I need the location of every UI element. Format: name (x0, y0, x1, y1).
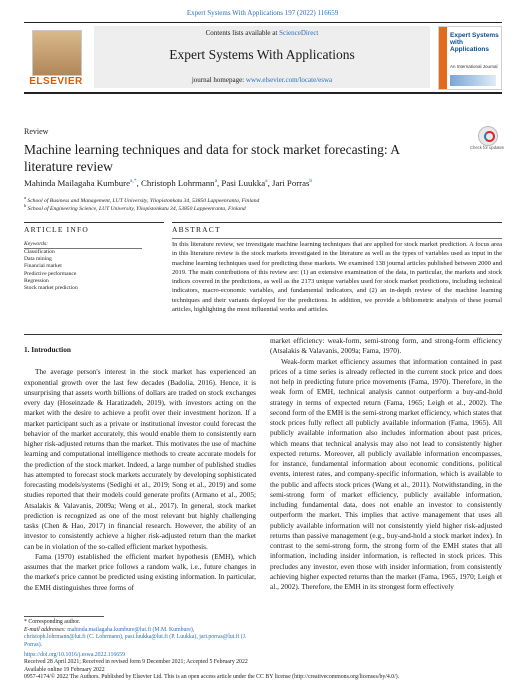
article-info-rule (24, 222, 164, 223)
author-name[interactable]: Mahinda Mailagaha Kumbure (24, 178, 131, 188)
check-for-updates-label: Check for updates (470, 145, 504, 150)
affiliation (24, 203, 494, 212)
keyword: Regression (24, 277, 49, 284)
front-matter-bottom-rule (24, 334, 502, 335)
body-left-column (24, 345, 256, 593)
article-type: Review (24, 127, 49, 136)
keyword: Data mining (24, 256, 52, 263)
cover-accent-bar (439, 27, 447, 89)
body-paragraph: market efficiency: weak-form, semi-strong form, and strong-form efficiency (Atsalakis & Valavanis, 2009a; Fama, 1970). (270, 336, 502, 356)
affiliation-mark: a (24, 195, 26, 200)
emails-label: E-mail addresses: (24, 626, 68, 633)
homepage-prefix: journal homepage: (191, 76, 246, 84)
abstract-rule (172, 222, 502, 223)
body-paragraph: Weak-form market efficiency assumes that information contained in past prices of a time series is already reflected in the current stock price and does not help in predicting future price movements (Fama, 1970). Therefore, in the weak form of EMH, technical analysis cannot outperform a buy-and-hold strategy in terms of expected return (Fama, 1965; Leigh et al., 2002). The second form of the EMH is the semi-strong market efficiency, which states that stock prices fully reflect all publicly available information (Fama, 1965). All publicly available information also includes information about past prices, which means that technical analysis may also not lead to consistently higher expected returns. Moreover, all publicly available information encompasses, for instance, fundamental information about economic conditions, political events, interest rates, and company-specific information, which is available to the public and affects stock prices (Wang et al., 2011). Notwithstanding, in the semi-strong form of market efficiency, publicly available information, including fundamental data, does not enable an investor to consistently outperform the market. This implies that active management that uses all publicly available information will not consistently yield higher risk-adjusted returns than passive management (e.g., buy-and-hold a stock market index). In contrast to the semi-strong form, the strong form of the EMH states that all information, including insider information, is reflected in stock prices. This precludes any investor, even those with insider information, from consistently achieving higher expected returns than the market (Fama, 1965, 1970; Leigh et al., 2002). Therefore, the EMH in its strongest form effectively (270, 356, 502, 591)
author-marks[interactable]: b (309, 178, 313, 185)
contents-line (94, 29, 430, 37)
homepage-link[interactable]: www.elsevier.com/locate/eswa (245, 76, 333, 84)
author-marks[interactable]: a (265, 178, 268, 185)
check-for-updates-badge[interactable] (470, 126, 504, 158)
cover-image (450, 75, 496, 86)
keyword: Predictive performance (24, 270, 77, 277)
keyword: Stock market prediction (24, 285, 78, 292)
available-online: Available online 19 February 2022 (24, 666, 105, 673)
journal-cover-thumbnail[interactable] (438, 26, 502, 90)
affiliation-mark: b (24, 203, 27, 208)
contents-prefix: Contents lists available at (205, 29, 280, 37)
corresponding-author-note: * Corresponding author. (24, 619, 81, 625)
footnotes (24, 619, 256, 649)
author-marks[interactable]: a,* (130, 178, 137, 185)
email-addresses[interactable]: mahinda.mailagaha.kumbure@lut.fi (M.M. Kumbure), christoph.lohrmann@lut.fi (C. Lohrmann), pasi.luukka@lut.fi (P. Luukka), jari.porras@lut.fi (J. Porras). (24, 626, 247, 648)
journal-citation[interactable]: Expert Systems With Applications 197 (2022) 116659 (186, 9, 339, 17)
publisher-name: ELSEVIER (29, 76, 83, 87)
check-for-updates-icon (478, 126, 498, 146)
masthead-bottom-rule (24, 92, 502, 94)
article-meta (24, 652, 502, 681)
journal-title: Expert Systems With Applications (169, 47, 355, 62)
homepage-line (94, 76, 430, 84)
cover-subtitle: An International Journal (450, 64, 498, 69)
elsevier-tree-icon (32, 30, 82, 76)
affiliation-text: School of Business and Management, LUT University, Yliopistonkatu 34, 53850 Lappeenranta, Finland (27, 197, 260, 204)
abstract-text: In this literature review, we investigate machine learning techniques that are applied for stock market prediction. A focus area in this literature review is the stock markets investigated in the literature as well as the types of variables used as input in the machine learning techniques used for predicting these markets. We examined 138 journal articles published between 2000 and 2019. The main contributions of this review are: (1) an extensive examination of the data, in particular, the markets and stock indices covered in the predictions, as well as the 2173 unique variables used for stock market predictions, including technical indicators, macro-economic variables, and fundamental indicators, and (2) an in-depth review of the machine learning techniques and their variants deployed for the predictions. In addition, we provide a bibliometric analysis of these journal articles, highlighting the most influential works and articles. (172, 241, 502, 314)
cover-title: Expert Systems with Applications (450, 32, 499, 53)
keyword-list (24, 249, 164, 292)
author-list: Mahinda Mailagaha Kumbure$^{a,*}$, Christoph Lohrmann$^a$, Pasi Luukka$^a$, Jari Porras$^b$ (24, 178, 313, 188)
email-footnote (24, 627, 256, 650)
abstract-heading: ABSTRACT (172, 225, 221, 234)
sciencedirect-link[interactable]: ScienceDirect (279, 29, 319, 37)
doi-link[interactable]: https://doi.org/10.1016/j.eswa.2022.116659 (24, 652, 125, 658)
body-paragraph: Fama (1970) established the efficient market hypothesis (EMH), which assumes that the market price follows a random walk, i.e., future changes in the market's price cannot be predicted using existing information. In particular, the EMH distinguishes three forms of (24, 551, 256, 592)
abstract-inner-rule (172, 238, 502, 239)
article-info-heading: ARTICLE INFO (24, 225, 89, 234)
body-paragraph: The average person's interest in the stock market has experienced an exponential growth over the last few decades (Badolia, 2016). Hence, it is unsurprising that assets worth billions of dollars are traded on stock exchanges every day (Hoseinzade & Haratizadeh, 2019), with investors acting on the market with the desire to achieve a profit over their investment horizon. If a market participant such as a private or institutional investor could forecast the behavior of the market accurately, this would enable them to consistently earn higher risk-adjusted returns than the market. This motivates the use of machine learning and computational intelligence methods to create accurate models for the prediction of the stock market. Indeed, a large number of published studies has attempted to forecast stock markets accurately by developing sophisticated forecasting models/systems (Sedighi et al., 2019; Song et al., 2019) and some studies reported that their models could generate profits (Armano et al., 2005; Atsalakis & Valavanis, 2009a; Weng et al., 2017). In general, stock market prediction is recognized as one of the most relevant but highly challenging tasks (Chen & Hao, 2017) in financial research. However, the ability of an investor to consistently achieve a higher risk-adjusted return than the market can be in violation of the so-called efficient market hypothesis. (24, 367, 256, 551)
masthead (24, 22, 502, 94)
body-right-column (270, 336, 502, 592)
author-name[interactable]: Christoph Lohrmann (141, 178, 215, 188)
article-title: Machine learning techniques and data for stock market forecasting: A literature review (24, 142, 400, 174)
license-statement: 0957-4174/© 2022 The Authors. Published by Elsevier Ltd. This is an open access article under the CC BY license (http://creativecommons.org/licenses/by/4.0/). (24, 673, 400, 680)
author-name[interactable]: Jari Porras (272, 178, 310, 188)
masthead-top-rule (24, 22, 502, 23)
footnote-rule (24, 616, 104, 617)
section-heading: 1. Introduction (24, 345, 71, 354)
received-dates: Received 28 April 2021; Received in revised form 9 December 2021; Accepted 5 February 2022 (24, 659, 248, 666)
keywords-label: Keywords: (24, 241, 142, 249)
contents-box (94, 26, 430, 88)
elsevier-logo[interactable] (24, 30, 88, 90)
author-name[interactable]: Pasi Luukka (221, 178, 266, 188)
affiliation-text: School of Engineering Science, LUT University, Yliopistonkatu 34, 53850 Lappeenranta, Finland (27, 205, 246, 212)
keyword: Classification (24, 249, 55, 255)
author-marks[interactable]: a (214, 178, 218, 185)
keyword: Financial market (24, 263, 62, 270)
